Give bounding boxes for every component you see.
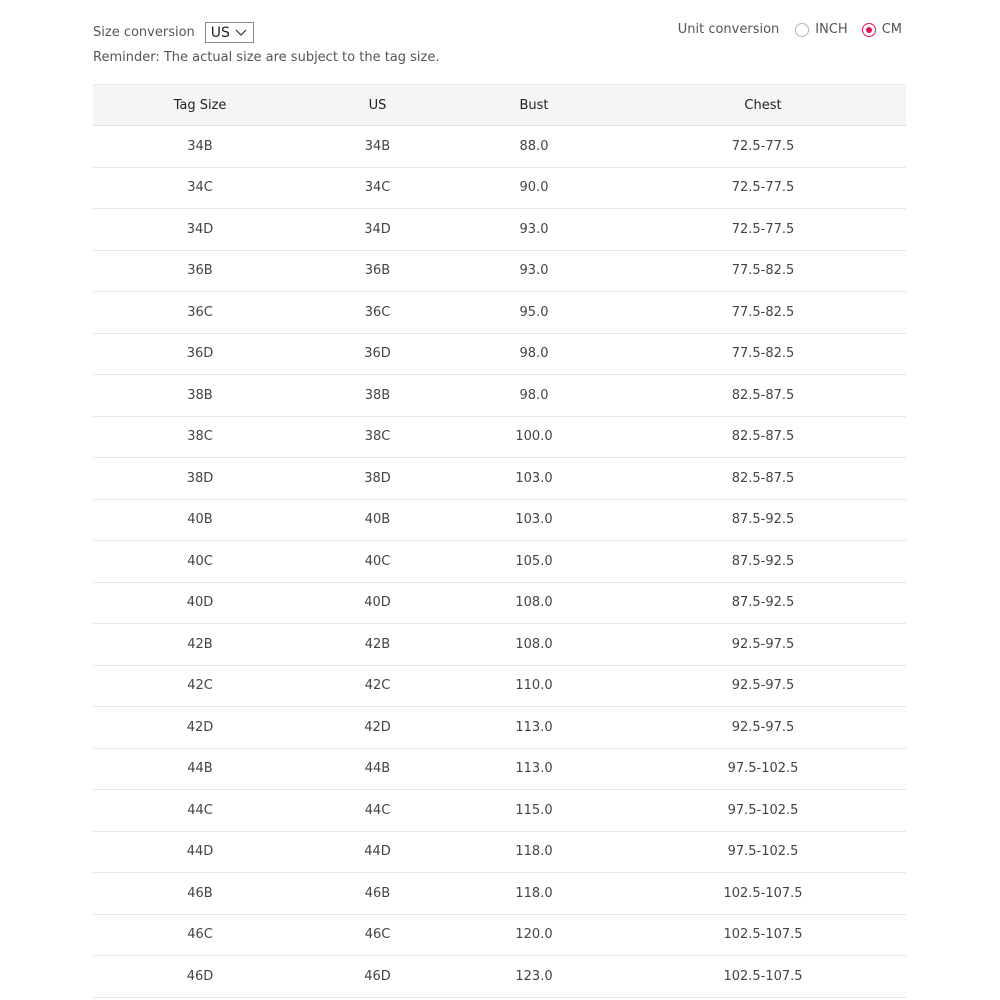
bust-cell: 108.0 [448,582,620,624]
table-row [93,250,906,292]
unit-option-label: CM [881,22,902,37]
us-size-cell: 36D [307,333,448,375]
chest-cell: 87.5-92.5 [620,499,906,541]
chest-cell: 77.5-82.5 [620,333,906,375]
tag-size-cell: 40B [93,499,307,541]
tag-size-cell: 38B [93,375,307,417]
us-size-cell: 44C [307,790,448,832]
table-header-row [93,85,906,126]
column-header-chest: Chest [620,85,906,126]
bust-cell: 103.0 [448,499,620,541]
us-size-cell: 38D [307,458,448,500]
tag-size-cell: 38C [93,416,307,458]
column-header-tag-size: Tag Size [93,85,307,126]
us-size-cell: 42B [307,624,448,666]
table-row [93,292,906,334]
chevron-down-icon [234,28,248,38]
chest-cell: 72.5-77.5 [620,126,906,168]
bust-cell: 120.0 [448,914,620,956]
table-row [93,790,906,832]
tag-size-cell: 44B [93,748,307,790]
chest-cell: 87.5-92.5 [620,582,906,624]
us-size-cell: 40B [307,499,448,541]
table-row [93,665,906,707]
tag-size-cell: 40D [93,582,307,624]
table-row [93,831,906,873]
bust-cell: 100.0 [448,416,620,458]
unit-option-inch[interactable] [795,22,847,37]
size-conversion-select[interactable] [205,22,254,43]
table-row [93,748,906,790]
tag-size-cell: 46C [93,914,307,956]
table-row [93,873,906,915]
us-size-cell: 46B [307,873,448,915]
bust-cell: 108.0 [448,624,620,666]
size-conversion-label: Size conversion [93,25,195,40]
tag-size-cell: 44D [93,831,307,873]
bust-cell: 123.0 [448,956,620,998]
us-size-cell: 36B [307,250,448,292]
chest-cell: 102.5-107.5 [620,956,906,998]
table-row [93,499,906,541]
table-row [93,333,906,375]
table-row [93,458,906,500]
tag-size-cell: 42D [93,707,307,749]
tag-size-cell: 46B [93,873,307,915]
tag-size-cell: 38D [93,458,307,500]
unit-conversion [678,22,902,37]
us-size-cell: 34B [307,126,448,168]
us-size-cell: 46D [307,956,448,998]
us-size-cell: 42C [307,665,448,707]
radio-unchecked-icon [795,23,809,37]
unit-option-cm[interactable] [862,22,902,37]
bust-cell: 118.0 [448,873,620,915]
chest-cell: 102.5-107.5 [620,873,906,915]
us-size-cell: 44D [307,831,448,873]
table-row [93,416,906,458]
bust-cell: 103.0 [448,458,620,500]
us-size-cell: 36C [307,292,448,334]
reminder-text: Reminder: The actual size are subject to the tag size. [93,50,440,65]
tag-size-cell: 36C [93,292,307,334]
table-row [93,541,906,583]
tag-size-cell: 34B [93,126,307,168]
chest-cell: 72.5-77.5 [620,167,906,209]
bust-cell: 110.0 [448,665,620,707]
chest-cell: 92.5-97.5 [620,707,906,749]
table-row [93,956,906,998]
us-size-cell: 40D [307,582,448,624]
unit-option-label: INCH [815,22,848,37]
unit-conversion-label: Unit conversion [677,22,780,37]
us-size-cell: 38B [307,375,448,417]
chest-cell: 87.5-92.5 [620,541,906,583]
us-size-cell: 34D [307,209,448,251]
table-row [93,126,906,168]
radio-checked-icon [862,23,876,37]
us-size-cell: 46C [307,914,448,956]
tag-size-cell: 36B [93,250,307,292]
column-header-us: US [307,85,448,126]
column-header-bust: Bust [448,85,620,126]
tag-size-cell: 34C [93,167,307,209]
bust-cell: 105.0 [448,541,620,583]
table-row [93,167,906,209]
chest-cell: 97.5-102.5 [620,831,906,873]
bust-cell: 98.0 [448,375,620,417]
bust-cell: 95.0 [448,292,620,334]
chest-cell: 97.5-102.5 [620,790,906,832]
tag-size-cell: 44C [93,790,307,832]
tag-size-cell: 42B [93,624,307,666]
table-row [93,375,906,417]
bust-cell: 98.0 [448,333,620,375]
size-table [93,84,906,998]
tag-size-cell: 40C [93,541,307,583]
chest-cell: 82.5-87.5 [620,458,906,500]
chest-cell: 77.5-82.5 [620,250,906,292]
us-size-cell: 38C [307,416,448,458]
bust-cell: 93.0 [448,209,620,251]
chest-cell: 82.5-87.5 [620,375,906,417]
bust-cell: 93.0 [448,250,620,292]
chest-cell: 77.5-82.5 [620,292,906,334]
size-conversion [93,22,254,43]
bust-cell: 118.0 [448,831,620,873]
us-size-cell: 44B [307,748,448,790]
bust-cell: 113.0 [448,707,620,749]
chest-cell: 72.5-77.5 [620,209,906,251]
tag-size-cell: 34D [93,209,307,251]
us-size-cell: 40C [307,541,448,583]
bust-cell: 90.0 [448,167,620,209]
table-row [93,209,906,251]
table-row [93,914,906,956]
chest-cell: 82.5-87.5 [620,416,906,458]
chest-cell: 92.5-97.5 [620,665,906,707]
table-row [93,582,906,624]
table-body [93,126,906,998]
bust-cell: 115.0 [448,790,620,832]
tag-size-cell: 42C [93,665,307,707]
size-conversion-value: US [210,24,230,41]
table-row [93,707,906,749]
chest-cell: 97.5-102.5 [620,748,906,790]
chest-cell: 102.5-107.5 [620,914,906,956]
us-size-cell: 34C [307,167,448,209]
chest-cell: 92.5-97.5 [620,624,906,666]
bust-cell: 113.0 [448,748,620,790]
table-row [93,624,906,666]
us-size-cell: 42D [307,707,448,749]
tag-size-cell: 46D [93,956,307,998]
tag-size-cell: 36D [93,333,307,375]
bust-cell: 88.0 [448,126,620,168]
